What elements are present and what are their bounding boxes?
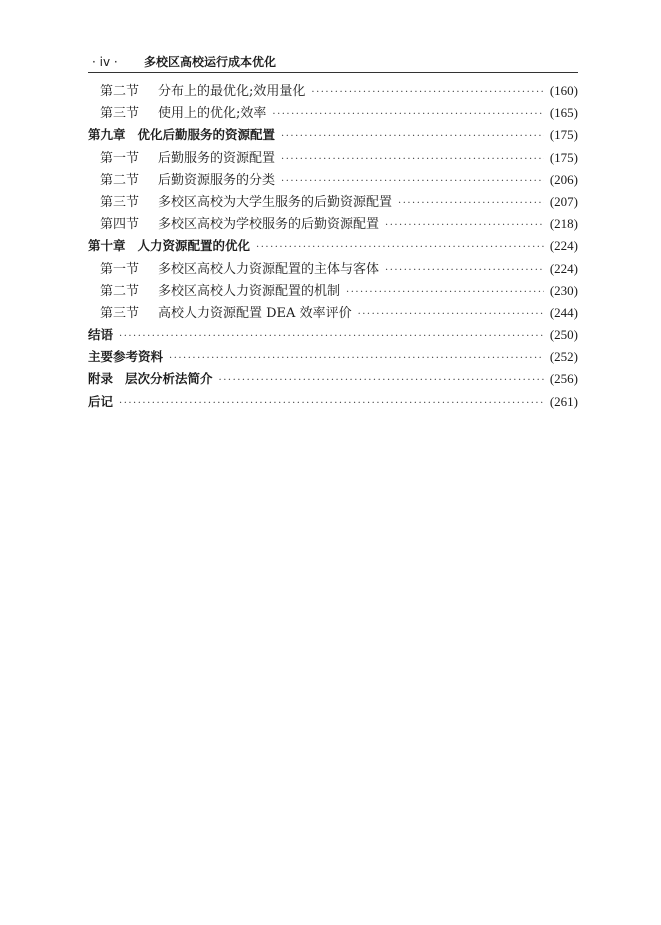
toc-chapter-number: 第九章 [88,127,126,143]
toc-entry-page: (218) [549,216,578,232]
toc-chapter[interactable] [88,346,578,368]
toc-chapter-page: (256) [549,371,578,387]
dot-leader [119,326,544,348]
toc-entry-page: (230) [549,282,578,298]
toc-chapter-title: 人力资源配置的优化 [137,238,251,254]
running-header [88,52,578,73]
table-of-contents [88,80,578,413]
toc-chapter-number: 附录 [88,371,114,387]
dot-leader [281,171,544,193]
toc-chapter-page: (224) [549,238,578,254]
toc-chapter-title: 主要参考资料 [88,349,164,365]
toc-entry-title: 分布上的最优化;效用量化 [158,84,306,99]
toc-entry-page: (224) [549,260,578,276]
toc-entry-number: 第三节 [100,194,140,210]
toc-entry-page: (206) [549,171,578,187]
toc-entry-number: 第二节 [100,84,140,99]
toc-entry-page: (207) [549,193,578,209]
toc-entry[interactable] [88,147,578,169]
toc-entry-title: 多校区高校为学校服务的后勤资源配置 [158,217,380,233]
dot-leader [281,126,544,148]
header-book-title: 多校区高校运行成本优化 [144,55,277,69]
dot-leader [385,215,544,237]
toc-entry-number: 第一节 [100,150,140,166]
toc-chapter-number: 第十章 [88,238,126,254]
dot-leader [281,149,544,171]
toc-entry[interactable] [88,102,578,124]
toc-entry-number: 第二节 [100,172,140,188]
toc-entry[interactable] [88,302,578,324]
dot-leader [256,237,544,259]
toc-chapter-title: 结语 [88,327,114,343]
dot-leader [169,348,544,370]
toc-entry-title: 多校区高校人力资源配置的主体与客体 [158,261,380,277]
toc-entry[interactable] [88,191,578,213]
toc-chapter[interactable] [88,235,578,257]
toc-chapter-page: (175) [549,127,578,143]
dot-leader [346,282,544,304]
toc-entry[interactable] [88,280,578,302]
toc-entry-page: (160) [549,83,578,98]
toc-entry-page: (165) [549,105,578,121]
dot-leader [272,104,543,126]
toc-entry-title: 高校人力资源配置 DEA 效率评价 [158,305,352,321]
toc-entry-title: 多校区高校人力资源配置的机制 [158,283,341,299]
toc-chapter-page: (250) [549,327,578,343]
toc-chapter[interactable] [88,124,578,146]
toc-entry-title: 使用上的优化;效率 [158,106,267,122]
toc-entry[interactable] [88,213,578,235]
toc-entry-number: 第二节 [100,283,140,299]
toc-entry-number: 第一节 [100,261,140,277]
dot-leader [219,370,544,392]
toc-chapter-page: (261) [549,393,578,409]
toc-entry[interactable] [88,258,578,280]
toc-entry-number: 第四节 [100,217,140,233]
toc-chapter-title: 后记 [88,393,114,409]
toc-entry-number: 第三节 [100,305,140,321]
toc-entry-title: 多校区高校为大学生服务的后勤资源配置 [158,194,393,210]
header-page-number: · iv · [92,55,118,69]
toc-entry-page: (175) [549,149,578,165]
toc-entry-number: 第三节 [100,106,140,122]
toc-chapter[interactable] [88,324,578,346]
dot-leader [385,260,544,282]
toc-chapter-title: 优化后勤服务的资源配置 [137,127,276,143]
dot-leader [358,304,544,326]
toc-entry[interactable] [88,169,578,191]
toc-chapter[interactable] [88,391,578,413]
toc-entry-title: 后勤资源服务的分类 [158,172,276,188]
toc-chapter-page: (252) [549,349,578,365]
toc-chapter-title: 层次分析法简介 [125,371,213,387]
dot-leader [119,393,544,415]
dot-leader [398,193,544,215]
toc-entry-page: (244) [549,304,578,320]
toc-chapter[interactable] [88,368,578,390]
dot-leader [311,82,543,104]
toc-entry-title: 后勤服务的资源配置 [158,150,276,166]
toc-entry[interactable] [88,80,578,102]
